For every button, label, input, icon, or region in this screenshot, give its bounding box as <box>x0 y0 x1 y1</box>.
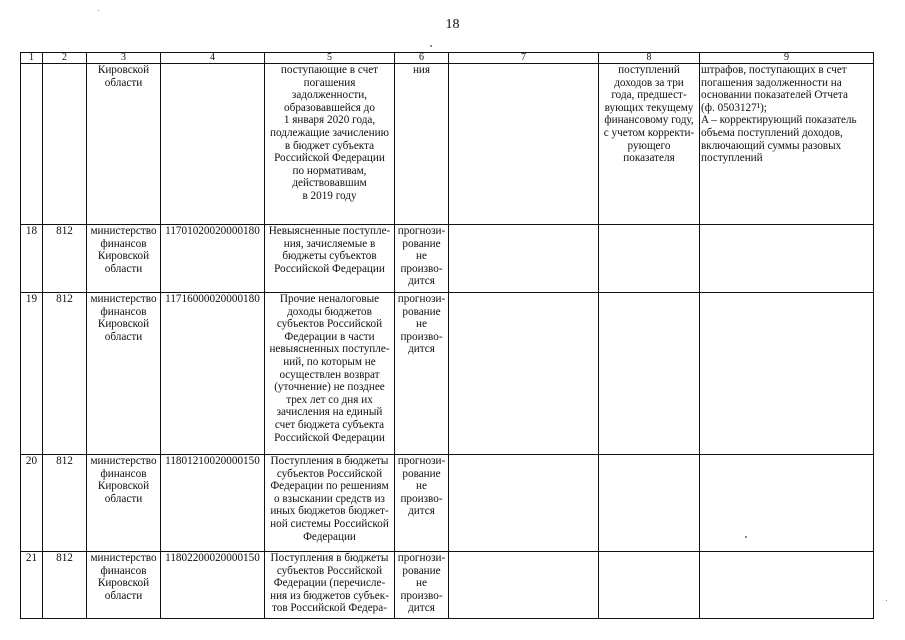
method-cell: ния <box>395 64 449 225</box>
admin-code-cell: 812 <box>43 293 87 455</box>
admin-code-cell: 812 <box>43 552 87 619</box>
kbk-code-cell: 11802200020000150 <box>161 552 265 619</box>
column-number: 6 <box>395 53 449 64</box>
formula-cell <box>449 455 599 552</box>
revenue-name-cell: Невыясненные поступле- ния, зачисляемые в бюджеты субъектов Российской Федерации <box>265 225 395 293</box>
algorithm-cell <box>599 225 700 293</box>
scan-speck <box>886 600 887 601</box>
indicator-description-cell <box>700 293 874 455</box>
row-number-cell: 21 <box>21 552 43 619</box>
column-number: 3 <box>87 53 161 64</box>
row-number-cell <box>21 64 43 225</box>
algorithm-cell <box>599 455 700 552</box>
revenue-name-cell: поступающие в счет погашения задолженности, образовавшейся до 1 января 2020 года, подлежащие зачислению в бюджет субъекта Российской Федерации по нормативам, действовавшим в 2019 году <box>265 64 395 225</box>
column-number: 1 <box>21 53 43 64</box>
administrator-cell: министерство финансов Кировской области <box>87 225 161 293</box>
admin-code-cell: 812 <box>43 225 87 293</box>
page-number: 18 <box>445 17 460 32</box>
kbk-code-cell: 11701020020000180 <box>161 225 265 293</box>
column-number: 7 <box>449 53 599 64</box>
scan-speck <box>430 45 432 47</box>
administrator-cell: Кировской области <box>87 64 161 225</box>
revenue-name-cell: Поступления в бюджеты субъектов Российской Федерации (перечисле- ния из бюджетов субъек- тов Российской Федера- <box>265 552 395 619</box>
admin-code-cell: 812 <box>43 455 87 552</box>
scan-speck <box>98 10 99 11</box>
revenue-name-cell: Прочие неналоговые доходы бюджетов субъектов Российской Федерации в части невыясненных поступле- ний, по которым не осуществлен возврат (уточнение) не позднее трех лет со дня их зачисления на единый счет бюджета субъекта Российской Федерации <box>265 293 395 455</box>
table-row <box>21 293 874 455</box>
row-number-cell: 20 <box>21 455 43 552</box>
method-cell: прогнози- рование не произво- дится <box>395 293 449 455</box>
table-row <box>21 552 874 619</box>
kbk-code-cell: 11801210020000150 <box>161 455 265 552</box>
indicator-description-cell <box>700 225 874 293</box>
formula-cell <box>449 293 599 455</box>
row-number-cell: 19 <box>21 293 43 455</box>
indicator-description-cell <box>700 552 874 619</box>
indicator-description-cell <box>700 455 874 552</box>
indicator-description-cell: штрафов, поступающих в счет погашения задолженности на основании показателей Отчета (ф. 0503127¹); A – корректирующий показатель объема поступлений доходов, включающий суммы разовых поступлений <box>700 64 874 225</box>
table-row <box>21 225 874 293</box>
administrator-cell: министерство финансов Кировской области <box>87 455 161 552</box>
column-number: 5 <box>265 53 395 64</box>
column-number: 2 <box>43 53 87 64</box>
row-number-cell: 18 <box>21 225 43 293</box>
formula-cell <box>449 552 599 619</box>
method-cell: прогнози- рование не произво- дится <box>395 552 449 619</box>
revenue-name-cell: Поступления в бюджеты субъектов Российской Федерации по решениям о взыскании средств из иных бюджетов бюджет- ной системы Российской Федерации <box>265 455 395 552</box>
column-number: 8 <box>599 53 700 64</box>
kbk-code-cell: 11716000020000180 <box>161 293 265 455</box>
administrator-cell: министерство финансов Кировской области <box>87 293 161 455</box>
column-number: 9 <box>700 53 874 64</box>
column-number-row <box>21 53 874 64</box>
scan-speck <box>745 536 747 538</box>
algorithm-cell <box>599 293 700 455</box>
admin-code-cell <box>43 64 87 225</box>
method-cell: прогнози- рование не произво- дится <box>395 225 449 293</box>
algorithm-cell <box>599 552 700 619</box>
formula-cell <box>449 64 599 225</box>
column-number: 4 <box>161 53 265 64</box>
continuation-row <box>21 64 874 225</box>
formula-cell <box>449 225 599 293</box>
method-cell: прогнози- рование не произво- дится <box>395 455 449 552</box>
algorithm-cell: поступлений доходов за три года, предшест- вующих текущему финансовому году, с учетом корректи- рующего показателя <box>599 64 700 225</box>
administrator-cell: министерство финансов Кировской области <box>87 552 161 619</box>
kbk-code-cell <box>161 64 265 225</box>
revenue-forecast-table <box>20 52 874 619</box>
